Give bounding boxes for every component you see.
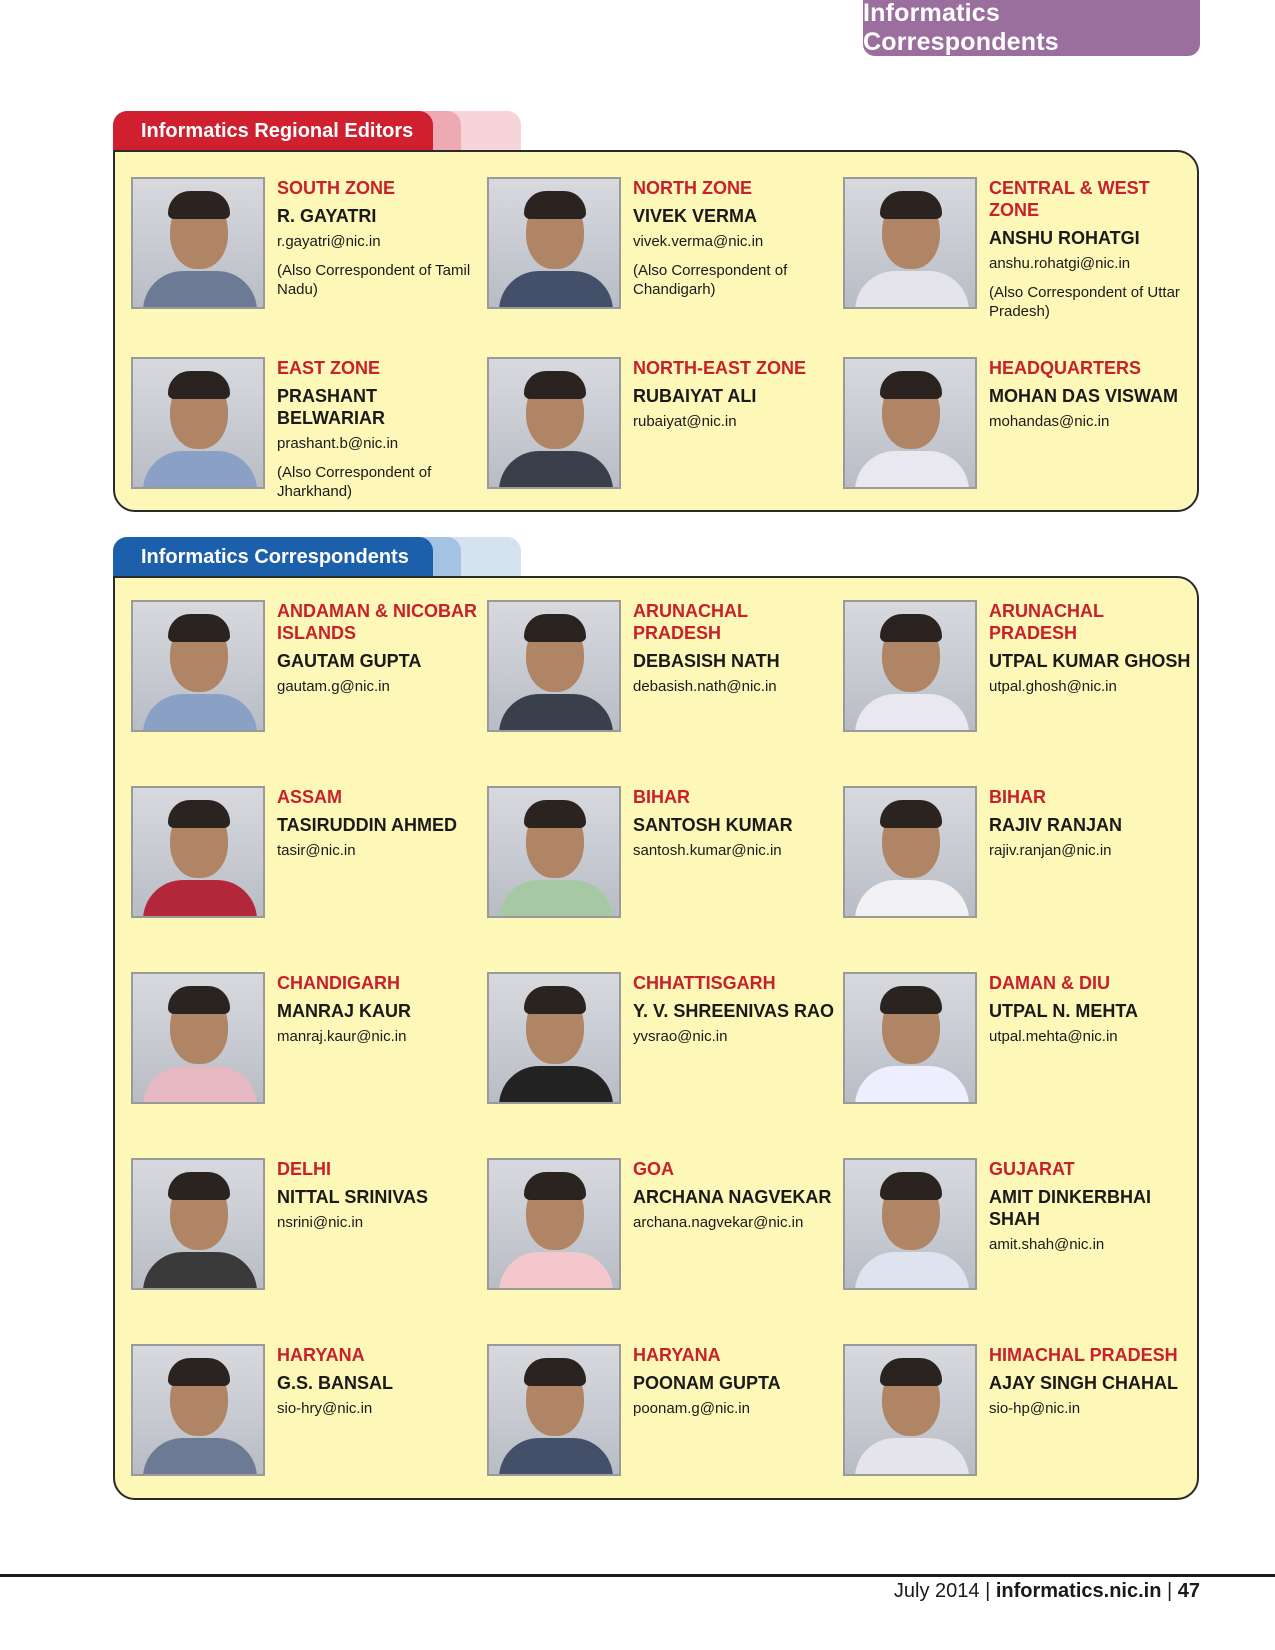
person-email[interactable]: mohandas@nic.in <box>989 413 1110 430</box>
person-name: TASIRUDDIN AHMED <box>277 815 457 835</box>
person-name: UTPAL KUMAR GHOSH <box>989 651 1191 671</box>
person-zone: BIHAR <box>989 787 1046 807</box>
person-name: NITTAL SRINIVAS <box>277 1187 429 1207</box>
person-note: (Also Correspondent of Uttar Pradesh) <box>989 284 1180 320</box>
person-zone: CENTRAL & WEST ZONE <box>989 178 1150 220</box>
person-zone: GOA <box>633 1159 675 1179</box>
person-name: SANTOSH KUMAR <box>633 815 793 835</box>
person-zone: ARUNACHAL PRADESH <box>633 601 748 643</box>
person-zone: HARYANA <box>633 1345 721 1365</box>
person-zone: ARUNACHAL PRADESH <box>989 601 1104 643</box>
person-email[interactable]: tasir@nic.in <box>277 842 356 859</box>
person-email[interactable]: gautam.g@nic.in <box>277 678 390 695</box>
person-email[interactable]: prashant.b@nic.in <box>277 435 399 452</box>
page-header-title: Informatics Correspondents <box>863 0 1059 56</box>
footer-page-number: 47 <box>1177 1580 1200 1602</box>
person-zone: HARYANA <box>277 1345 365 1365</box>
person-zone: SOUTH ZONE <box>277 178 396 198</box>
person-photo <box>843 972 977 1104</box>
correspondents-title: Informatics Correspondents <box>141 545 409 568</box>
person-zone: CHHATTISGARH <box>633 973 776 993</box>
person-name: MOHAN DAS VISWAM <box>989 386 1178 406</box>
person-email[interactable]: utpal.ghosh@nic.in <box>989 678 1117 695</box>
person-email[interactable]: yvsrao@nic.in <box>633 1028 728 1045</box>
person-name: G.S. BANSAL <box>277 1373 394 1393</box>
footer-date: July 2014 <box>893 1580 980 1602</box>
person-email[interactable]: manraj.kaur@nic.in <box>277 1028 407 1045</box>
person-zone: NORTH-EAST ZONE <box>633 358 806 378</box>
person-photo <box>131 600 265 732</box>
person-photo <box>843 786 977 918</box>
correspondents-panel <box>113 576 1199 1500</box>
person-zone: DAMAN & DIU <box>989 973 1110 993</box>
person-name: UTPAL N. MEHTA <box>989 1001 1138 1021</box>
person-email[interactable]: utpal.mehta@nic.in <box>989 1028 1118 1045</box>
person-note: (Also Correspondent of Chandigarh) <box>633 262 788 298</box>
person-zone: HEADQUARTERS <box>989 358 1142 378</box>
person-photo <box>843 1158 977 1290</box>
person-photo <box>843 177 977 309</box>
person-email[interactable]: sio-hry@nic.in <box>277 1400 373 1417</box>
person-email[interactable]: amit.shah@nic.in <box>989 1236 1105 1253</box>
regional-editors-panel <box>113 150 1199 512</box>
person-name: RUBAIYAT ALI <box>633 386 757 406</box>
person-email[interactable]: vivek.verma@nic.in <box>633 233 764 250</box>
person-photo <box>131 1344 265 1476</box>
person-photo <box>487 600 621 732</box>
person-email[interactable]: poonam.g@nic.in <box>633 1400 750 1417</box>
person-name: MANRAJ KAUR <box>277 1001 411 1021</box>
person-photo <box>487 786 621 918</box>
person-zone: GUJARAT <box>989 1159 1075 1179</box>
person-name: DEBASISH NATH <box>633 651 780 671</box>
person-zone: BIHAR <box>633 787 690 807</box>
person-email[interactable]: rubaiyat@nic.in <box>633 413 737 430</box>
footer-divider <box>0 1574 1275 1577</box>
person-photo <box>131 786 265 918</box>
person-photo <box>843 600 977 732</box>
person-zone: DELHI <box>277 1159 331 1179</box>
person-zone: ANDAMAN & NICOBAR ISLANDS <box>277 601 477 643</box>
person-photo <box>131 357 265 489</box>
person-name: AJAY SINGH CHAHAL <box>989 1373 1179 1393</box>
person-name: AMIT DINKERBHAI SHAH <box>989 1187 1151 1229</box>
page-footer: July 2014 | informatics.nic.in | 47 <box>893 1580 1200 1602</box>
person-name: ARCHANA NAGVEKAR <box>633 1187 832 1207</box>
correspondents-tab <box>113 537 521 577</box>
person-photo <box>487 357 621 489</box>
person-email[interactable]: sio-hp@nic.in <box>989 1400 1081 1417</box>
person-email[interactable]: rajiv.ranjan@nic.in <box>989 842 1112 859</box>
person-name: RAJIV RANJAN <box>989 815 1123 835</box>
person-photo <box>487 1344 621 1476</box>
regional-editors-tab <box>113 111 521 151</box>
person-photo <box>487 177 621 309</box>
person-email[interactable]: santosh.kumar@nic.in <box>633 842 782 859</box>
page-header-tab <box>863 0 1200 56</box>
person-photo <box>843 1344 977 1476</box>
person-email[interactable]: debasish.nath@nic.in <box>633 678 777 695</box>
person-zone: HIMACHAL PRADESH <box>989 1345 1178 1365</box>
person-photo <box>487 972 621 1104</box>
person-note: (Also Correspondent of Jharkhand) <box>277 464 432 500</box>
person-zone: EAST ZONE <box>277 358 381 378</box>
footer-site: informatics.nic.in <box>995 1580 1162 1602</box>
person-zone: CHANDIGARH <box>277 973 400 993</box>
person-photo <box>131 972 265 1104</box>
person-name: VIVEK VERMA <box>633 206 758 226</box>
person-email[interactable]: anshu.rohatgi@nic.in <box>989 255 1131 272</box>
person-photo <box>843 357 977 489</box>
person-email[interactable]: r.gayatri@nic.in <box>277 233 381 250</box>
person-name: ANSHU ROHATGI <box>989 228 1140 248</box>
person-name: POONAM GUPTA <box>633 1373 781 1393</box>
person-name: GAUTAM GUPTA <box>277 651 422 671</box>
person-name: R. GAYATRI <box>277 206 377 226</box>
person-note: (Also Correspondent of Tamil Nadu) <box>277 262 471 298</box>
person-zone: NORTH ZONE <box>633 178 752 198</box>
person-photo <box>131 1158 265 1290</box>
regional-editors-title: Informatics Regional Editors <box>141 119 414 142</box>
person-photo <box>131 177 265 309</box>
person-email[interactable]: archana.nagvekar@nic.in <box>633 1214 804 1231</box>
person-name: PRASHANT BELWARIAR <box>277 386 385 428</box>
person-name: Y. V. SHREENIVAS RAO <box>633 1001 835 1021</box>
person-email[interactable]: nsrini@nic.in <box>277 1214 364 1231</box>
person-photo <box>487 1158 621 1290</box>
person-zone: ASSAM <box>277 787 343 807</box>
